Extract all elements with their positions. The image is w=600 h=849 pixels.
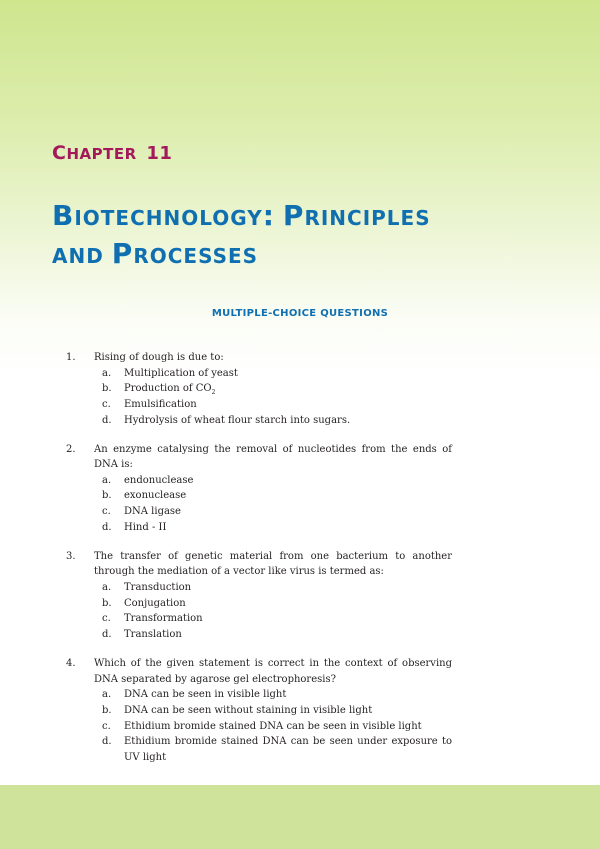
title-line-1-word-0-initial: B [52,199,75,232]
option-text: exonuclease [124,490,187,502]
option-letter: b. [102,597,112,609]
option-text: Emulsification [124,399,197,411]
question-text: An enzyme catalysing the removal of nucleotides from the ends of DNA is: [94,443,452,471]
option-text: Translation [124,629,182,641]
title-line-1-word-1-initial: : [262,199,275,232]
chapter-initial: C [52,142,67,164]
question-number: 4. [66,658,76,670]
question-list [66,350,452,778]
option-text: Hind - II [124,522,167,534]
option-letter: b. [102,490,112,502]
option-3-a [94,580,452,596]
option-text: Ethidium bromide stained DNA can be seen under exposure to UV light [124,736,452,763]
chapter-title-line-1 [52,198,431,236]
question-text: Rising of dough is due to: [94,352,224,363]
option-4-c [94,719,452,735]
option-letter: a. [102,474,112,486]
option-3-d [94,627,452,643]
title-line-2-word-1: ROCESSES [133,244,259,268]
option-letter: a. [102,689,112,701]
option-1-c [94,397,452,413]
chapter-number: 11 [146,143,173,164]
option-letter: c. [102,613,111,625]
option-letter: b. [102,383,112,395]
option-subscript: 2 [211,389,216,397]
question-text: The transfer of genetic material from one bacterium to another through the mediation of a vector like virus is termed as: [94,550,452,578]
option-4-a [94,687,452,703]
option-text: DNA can be seen in visible light [124,689,287,701]
option-3-c [94,611,452,627]
option-text: DNA ligase [124,506,181,518]
option-text: Transformation [124,613,203,625]
question-3 [66,549,452,643]
option-text: Ethidium bromide stained DNA can be seen in visible light [124,720,422,732]
option-letter: b. [102,704,112,716]
option-text: Multiplication of yeast [124,367,238,379]
title-line-1-word-2: RINCIPLES [304,206,431,230]
option-1-d [94,413,452,429]
option-letter: d. [102,522,112,534]
option-letter: a. [102,367,112,379]
option-text: Production of $CO_2$ [124,383,216,397]
option-2-b [94,488,452,504]
option-2-d [94,520,452,536]
question-4 [66,656,452,765]
option-letter: c. [102,399,111,411]
option-1-a [94,366,452,382]
option-text: DNA can be seen without staining in visible light [124,704,373,716]
option-text: Conjugation [124,597,186,609]
option-letter: d. [102,629,112,641]
question-1 [66,350,452,429]
option-text: Transduction [124,581,192,593]
title-line-2-word-0: AND [52,244,104,268]
question-number: 1. [66,352,76,363]
question-text: Which of the given statement is correct in the context of observing DNA separated by agarose gel electrophoresis? [94,658,452,685]
title-line-1-word-2-initial: P [282,199,305,232]
option-2-c [94,504,452,520]
footer-band [0,785,600,849]
title-line-2-word-1-initial: P [111,237,134,270]
option-4-b [94,703,452,719]
option-letter: d. [102,414,112,426]
option-1-b [94,381,452,397]
option-2-a [94,473,452,489]
option-letter: c. [102,720,111,732]
chapter-title-line-2 [52,236,431,274]
question-number: 2. [66,443,76,455]
option-text: Hydrolysis of wheat flour starch into sugars. [124,414,351,426]
option-text: endonuclease [124,474,194,486]
section-heading: MULTIPLE-CHOICE QUESTIONS [211,308,389,319]
question-2 [66,442,452,536]
option-4-d [94,734,452,765]
chapter-title [52,198,431,274]
chapter-label [52,142,172,164]
question-number: 3. [66,550,76,562]
option-letter: a. [102,581,112,593]
option-letter: c. [102,506,111,518]
option-letter: d. [102,736,112,748]
chapter-word: HAPTER [66,145,137,163]
option-3-b [94,596,452,612]
title-line-1-word-0: IOTECHNOLOGY [74,206,263,230]
